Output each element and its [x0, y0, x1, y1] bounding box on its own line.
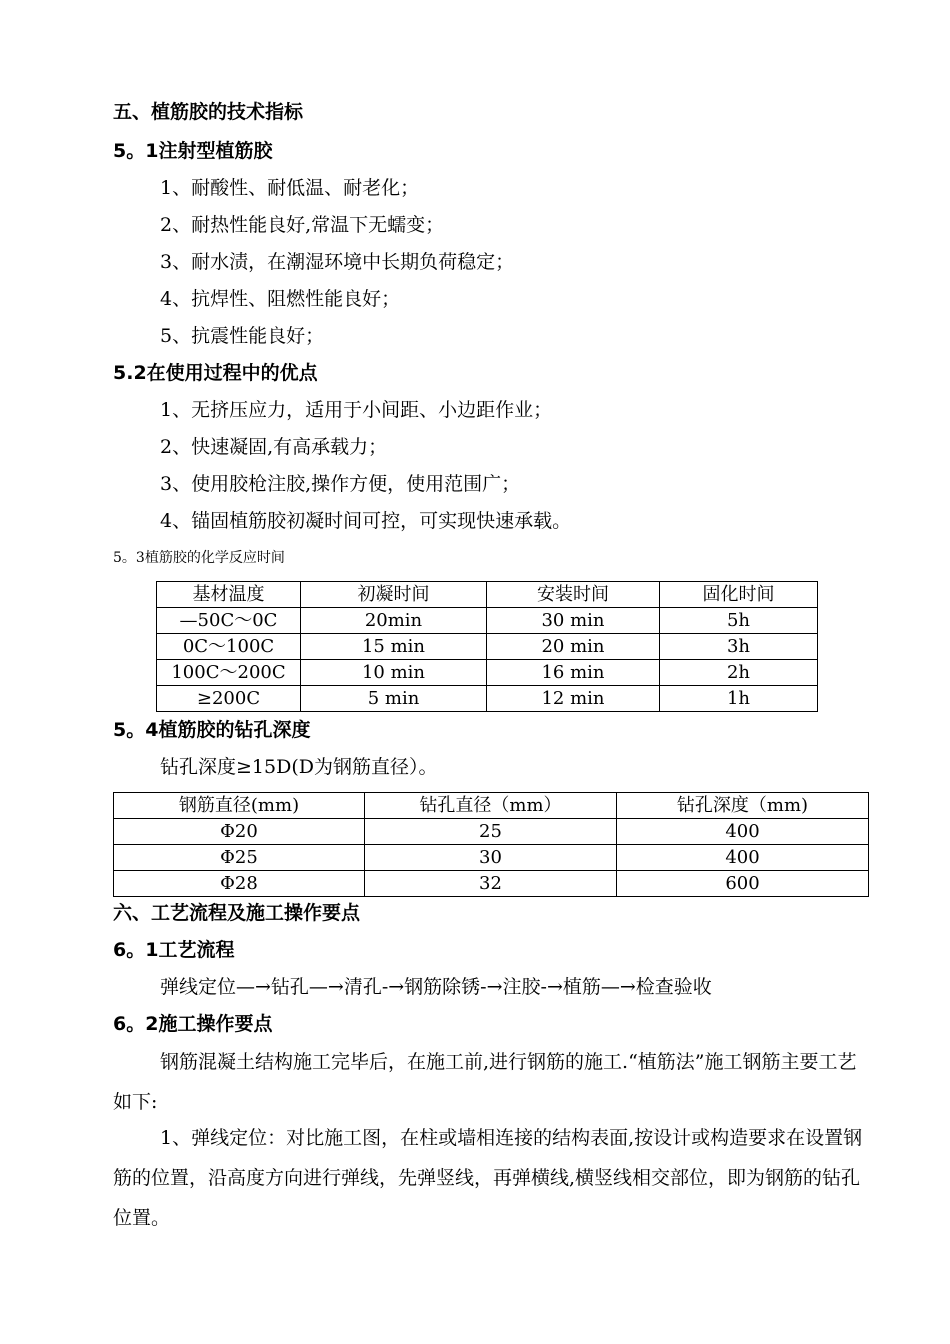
table-header-cell: 初凝时间 [301, 582, 487, 608]
table-header-cell: 钻孔直径（mm） [365, 793, 617, 819]
table-cell: 1h [660, 686, 818, 712]
table-cell: 16 min [487, 660, 660, 686]
table-cell: 12 min [487, 686, 660, 712]
table-row [114, 819, 869, 845]
table-cell: ≥200C [157, 686, 301, 712]
table-cell: 5h [660, 608, 818, 634]
table-header-cell: 钻孔深度（mm) [617, 793, 869, 819]
s51-item-4: 4、抗焊性、阻燃性能良好； [160, 288, 401, 310]
s54-title: 5。4植筋胶的钻孔深度 [113, 719, 311, 741]
s62-title: 6。2施工操作要点 [113, 1013, 273, 1035]
table-cell: 100C～200C [157, 660, 301, 686]
table-row [157, 686, 818, 712]
table-row [157, 660, 818, 686]
table-cell: 20 min [487, 634, 660, 660]
process-flow: 弹线定位—→钻孔—→清孔-→钢筋除锈-→注胶-→植筋—→检查验收 [160, 976, 712, 998]
table-cell: Φ20 [114, 819, 365, 845]
table-cell: 15 min [301, 634, 487, 660]
table-cell: 600 [617, 871, 869, 897]
s51-item-1: 1、耐酸性、耐低温、耐老化； [160, 177, 420, 199]
table-row [157, 608, 818, 634]
s52-item-1: 1、无挤压应力，适用于小间距、小边距作业； [160, 399, 553, 421]
table-cell: 3h [660, 634, 818, 660]
table-row [114, 845, 869, 871]
table-header-cell: 钢筋直径(mm) [114, 793, 365, 819]
table-cell: 400 [617, 819, 869, 845]
reaction-time-table [156, 581, 818, 712]
s62-paragraph-1: 钢筋混凝土结构施工完毕后，在施工前,进行钢筋的施工.“植筋法”施工钢筋主要工艺如下: [113, 1051, 857, 1113]
table-cell: 25 [365, 819, 617, 845]
table-cell: 32 [365, 871, 617, 897]
table-cell: Φ28 [114, 871, 365, 897]
table-header-cell: 固化时间 [660, 582, 818, 608]
table-cell: 2h [660, 660, 818, 686]
section5-title: 五、植筋胶的技术指标 [113, 101, 304, 123]
s62-paragraph-2: 1、弹线定位：对比施工图，在柱或墙相连接的结构表面,按设计或构造要求在设置钢筋的位置，沿高度方向进行弹线，先弹竖线，再弹横线,横竖线相交部位，即为钢筋的钻孔位置。 [113, 1127, 863, 1229]
table-header-row [157, 582, 818, 608]
section6-title: 六、工艺流程及施工操作要点 [113, 902, 361, 924]
table-cell: 20min [301, 608, 487, 634]
table-header-cell: 安装时间 [487, 582, 660, 608]
table-cell: Φ25 [114, 845, 365, 871]
table-cell: 10 min [301, 660, 487, 686]
table-header-cell: 基材温度 [157, 582, 301, 608]
table-row [114, 871, 869, 897]
table-cell: 5 min [301, 686, 487, 712]
drill-depth-table [113, 792, 869, 897]
table-cell: —50C～0C [157, 608, 301, 634]
table-cell: 400 [617, 845, 869, 871]
table-cell: 30 min [487, 608, 660, 634]
s61-title: 6。1工艺流程 [113, 939, 235, 961]
table-cell: 0C～100C [157, 634, 301, 660]
table-row [157, 634, 818, 660]
s51-item-3: 3、耐水渍，在潮湿环境中长期负荷稳定； [160, 251, 515, 273]
s54-note: 钻孔深度≥15D(D为钢筋直径）。 [160, 756, 438, 778]
s52-item-4: 4、锚固植筋胶初凝时间可控，可实现快速承载。 [160, 510, 572, 532]
table-cell: 30 [365, 845, 617, 871]
s52-item-2: 2、快速凝固,有高承载力； [160, 436, 388, 458]
s52-title: 5.2在使用过程中的优点 [113, 362, 318, 384]
s51-item-2: 2、耐热性能良好,常温下无蠕变； [160, 214, 445, 236]
s53-title: 5。3植筋胶的化学反应时间 [113, 550, 285, 566]
s52-item-3: 3、使用胶枪注胶,操作方便，使用范围广； [160, 473, 521, 495]
s51-item-5: 5、抗震性能良好； [160, 325, 325, 347]
table-header-row [114, 793, 869, 819]
s51-title: 5。1注射型植筋胶 [113, 140, 273, 162]
